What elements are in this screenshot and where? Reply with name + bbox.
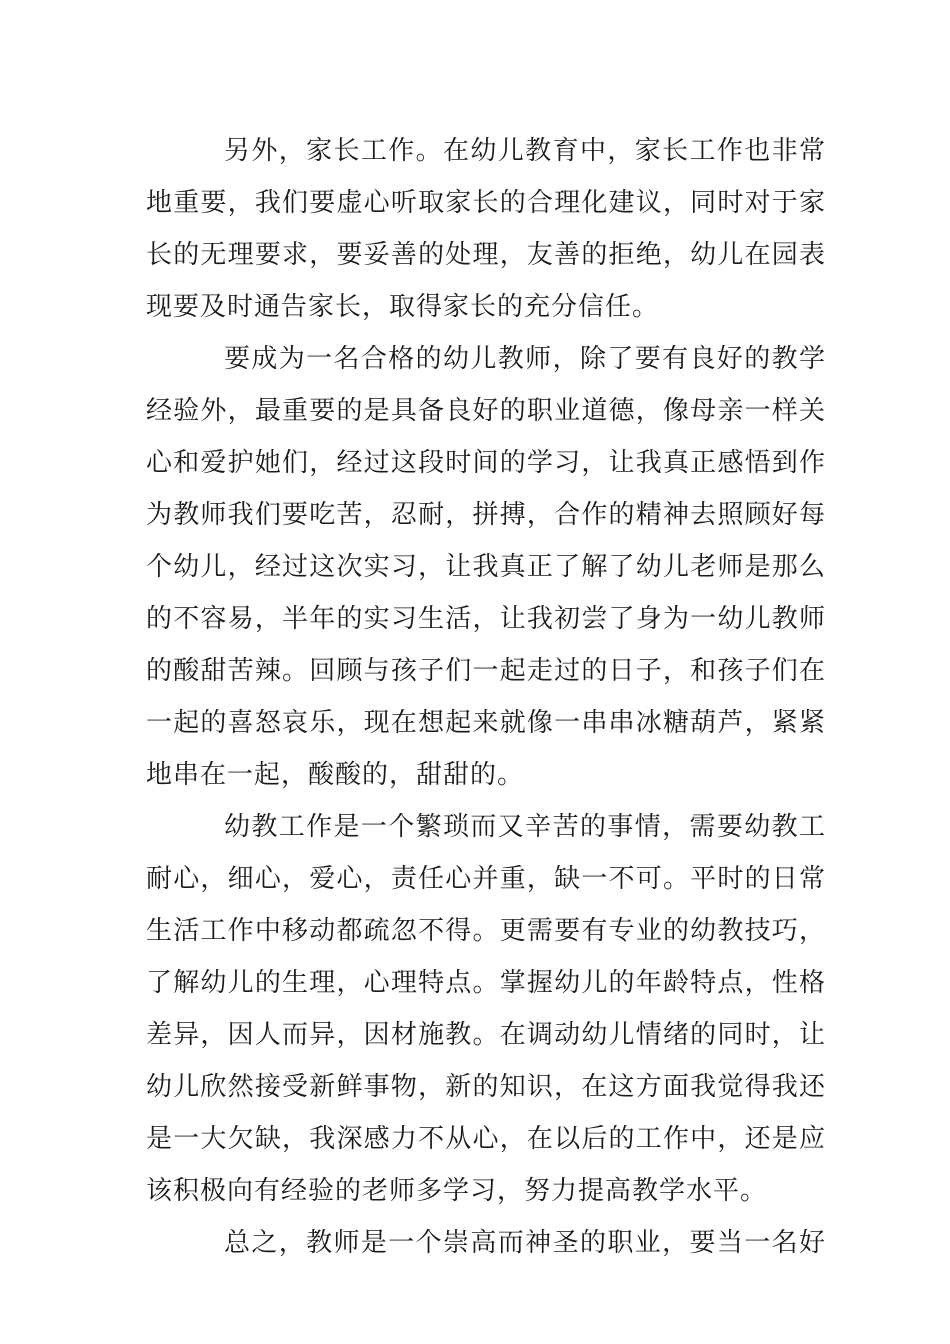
paragraph-3-line-4: 了解幼儿的生理，心理特点。掌握幼儿的年龄特点，性格: [146, 968, 826, 998]
paragraph-3-line-2: 耐心，细心，爱心，责任心并重，缺一不可。平时的日常: [146, 864, 826, 894]
paragraph-3-line-7: 是一大欠缺，我深感力不从心，在以后的工作中，还是应: [146, 1124, 826, 1154]
paragraph-3-line-8: 该积极向有经验的老师多学习，努力提高教学水平。: [146, 1176, 768, 1206]
paragraph-2-line-3: 心和爱护她们，经过这段时间的学习，让我真正感悟到作: [146, 448, 826, 478]
paragraph-3-line-6: 幼儿欣然接受新鲜事物，新的知识，在这方面我觉得我还: [146, 1072, 826, 1102]
paragraph-1-line-3: 长的无理要求，要妥善的处理，友善的拒绝，幼儿在园表: [146, 240, 826, 270]
paragraph-2-line-5: 个幼儿，经过这次实习，让我真正了解了幼儿老师是那么: [146, 552, 826, 582]
paragraph-2-line-9: 地串在一起，酸酸的，甜甜的。: [146, 760, 525, 790]
paragraph-2-line-8: 一起的喜怒哀乐，现在想起来就像一串串冰糖葫芦，紧紧: [146, 708, 826, 738]
paragraph-2-line-2: 经验外，最重要的是具备良好的职业道德，像母亲一样关: [146, 396, 826, 426]
paragraph-3-line-1: 幼教工作是一个繁琐而又辛苦的事情，需要幼教工: [224, 812, 826, 842]
paragraph-2-line-4: 为教师我们要吃苦，忍耐，拼搏，合作的精神去照顾好每: [146, 500, 826, 530]
paragraph-3-line-3: 生活工作中移动都疏忽不得。更需要有专业的幼教技巧，: [146, 916, 826, 946]
paragraph-2-line-7: 的酸甜苦辣。回顾与孩子们一起走过的日子，和孩子们在: [146, 656, 826, 686]
paragraph-2-line-6: 的不容易，半年的实习生活，让我初尝了身为一幼儿教师: [146, 604, 826, 634]
paragraph-1-line-1: 另外，家长工作。在幼儿教育中，家长工作也非常: [224, 136, 826, 166]
paragraph-1-line-4: 现要及时通告家长，取得家长的充分信任。: [146, 292, 660, 322]
paragraph-3-line-5: 差异，因人而异，因材施教。在调动幼儿情绪的同时，让: [146, 1020, 826, 1050]
paragraph-4-line-1: 总之，教师是一个崇高而神圣的职业，要当一名好: [224, 1228, 826, 1258]
paragraph-2-line-1: 要成为一名合格的幼儿教师，除了要有良好的教学: [224, 344, 826, 374]
paragraph-1-line-2: 地重要，我们要虚心听取家长的合理化建议，同时对于家: [146, 188, 826, 218]
